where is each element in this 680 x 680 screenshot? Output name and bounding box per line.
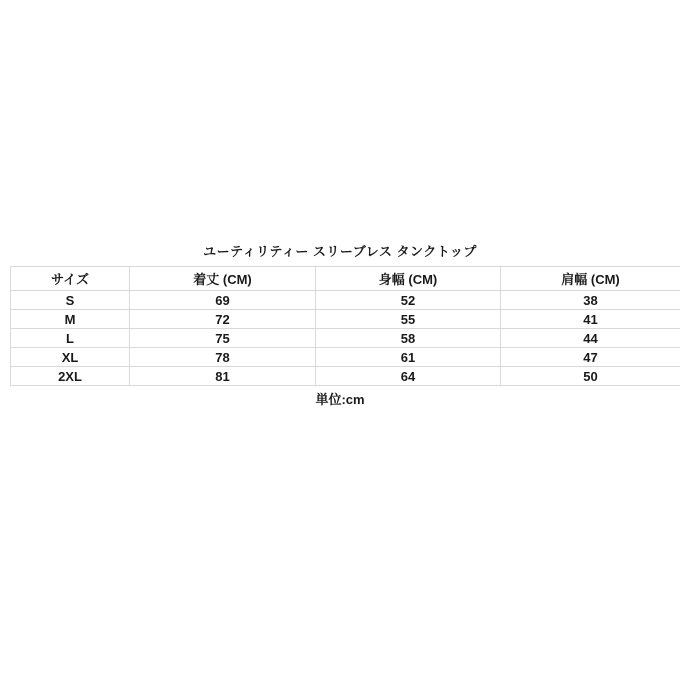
table-row xyxy=(11,291,680,310)
measurement-cell: 55 xyxy=(316,310,501,329)
measurement-cell: 50 xyxy=(501,367,680,386)
table-row xyxy=(11,310,680,329)
measurement-cell: 47 xyxy=(501,348,680,367)
header-cell-length: 着丈 (CM) xyxy=(130,267,316,291)
measurement-cell: 52 xyxy=(316,291,501,310)
table-row xyxy=(11,348,680,367)
size-label-cell: S xyxy=(11,291,130,310)
header-cell-shoulder: 肩幅 (CM) xyxy=(501,267,680,291)
measurement-cell: 81 xyxy=(130,367,316,386)
measurement-cell: 69 xyxy=(130,291,316,310)
header-cell-size: サイズ xyxy=(11,267,130,291)
measurement-cell: 44 xyxy=(501,329,680,348)
measurement-cell: 78 xyxy=(130,348,316,367)
measurement-cell: 72 xyxy=(130,310,316,329)
size-table-body xyxy=(11,291,680,386)
measurement-cell: 64 xyxy=(316,367,501,386)
header-row xyxy=(11,267,680,291)
measurement-cell: 41 xyxy=(501,310,680,329)
product-title: ユーティリティー スリーブレス タンクトップ xyxy=(203,244,477,259)
size-label-cell: XL xyxy=(11,348,130,367)
unit-note: 単位:cm xyxy=(315,392,365,407)
size-chart-content xyxy=(0,243,680,408)
size-label-cell: L xyxy=(11,329,130,348)
size-label-cell: M xyxy=(11,310,130,329)
table-row xyxy=(11,329,680,348)
measurement-cell: 58 xyxy=(316,329,501,348)
size-label-cell: 2XL xyxy=(11,367,130,386)
size-table-header xyxy=(11,267,680,291)
measurement-cell: 38 xyxy=(501,291,680,310)
measurement-cell: 61 xyxy=(316,348,501,367)
header-cell-width: 身幅 (CM) xyxy=(316,267,501,291)
size-table xyxy=(10,266,680,386)
table-row xyxy=(11,367,680,386)
measurement-cell: 75 xyxy=(130,329,316,348)
